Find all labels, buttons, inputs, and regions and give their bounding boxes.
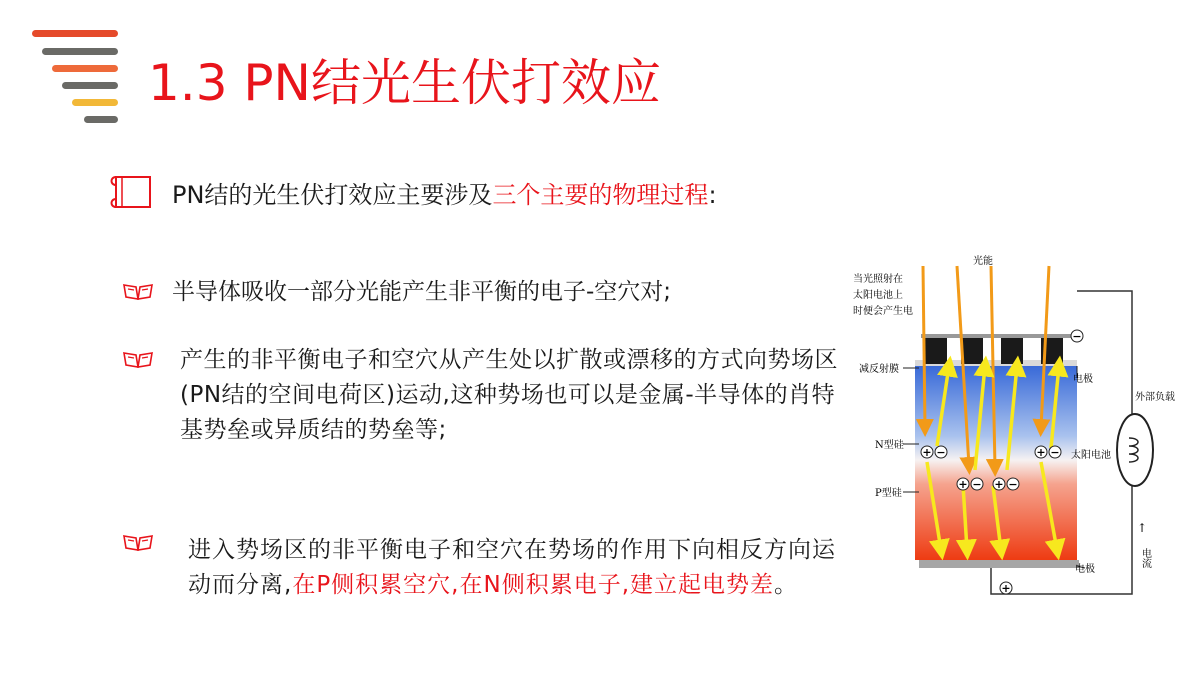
scroll-icon [108, 173, 152, 211]
label-current: 电流 [1139, 548, 1151, 568]
label-note-3: 时便会产生电 [853, 306, 913, 317]
intro-text: PN结的光生伏打效应主要涉及三个主要的物理过程: [172, 180, 717, 209]
bullet-text: 产生的非平衡电子和空穴从产生处以扩散或漂移的方式向势场区(PN结的空间电荷区)运动,这种势场也可以是金属-半导体的肖特基势垒或异质结的势垒等; [180, 347, 838, 443]
bullet-text: 进入势场区的非平衡电子和空穴在势场的作用下向相反方向运动而分离,在P侧积累空穴,在N侧积累电子,建立起电势差。 [188, 537, 836, 598]
svg-text:+: + [1001, 582, 1011, 595]
book-icon [122, 282, 154, 302]
svg-text:−: − [1008, 478, 1018, 491]
svg-text:+: + [922, 446, 932, 459]
svg-text:−: − [936, 446, 946, 459]
solar-cell-diagram [845, 248, 1190, 628]
book-icon [122, 533, 154, 553]
page-title: 1.3 PN结光生伏打效应 [148, 54, 661, 112]
label-external-load: 外部负载 [1135, 392, 1175, 403]
bullet-text: 半导体吸收一部分光能产生非平衡的电子-空穴对; [172, 279, 672, 305]
svg-text:+: + [958, 478, 968, 491]
label-note-1: 当光照射在 [853, 274, 903, 285]
bullet-item [122, 343, 850, 448]
label-light-energy: 光能 [973, 256, 993, 267]
bullet-item [122, 533, 850, 603]
bullet-item [122, 275, 842, 310]
book-icon [122, 350, 154, 370]
label-electrode-top: 电极 [1073, 374, 1093, 385]
current-arrow: ↑ [1137, 521, 1148, 535]
label-n-type: N型硅 [875, 440, 904, 451]
svg-text:+: + [1036, 446, 1046, 459]
lamp-icon [1117, 414, 1153, 486]
svg-text:+: + [994, 478, 1004, 491]
label-note-2: 太阳电池上 [853, 290, 903, 301]
label-anti-reflection: 减反射膜 [859, 364, 899, 375]
logo-bars [30, 28, 120, 128]
label-p-type: P型硅 [875, 488, 902, 499]
label-solar-cell: 太阳电池 [1071, 450, 1111, 461]
svg-text:−: − [972, 478, 982, 491]
svg-text:−: − [1072, 330, 1082, 343]
label-electrode-bottom: 电极 [1075, 564, 1095, 575]
svg-text:−: − [1050, 446, 1060, 459]
intro-line [108, 172, 717, 212]
